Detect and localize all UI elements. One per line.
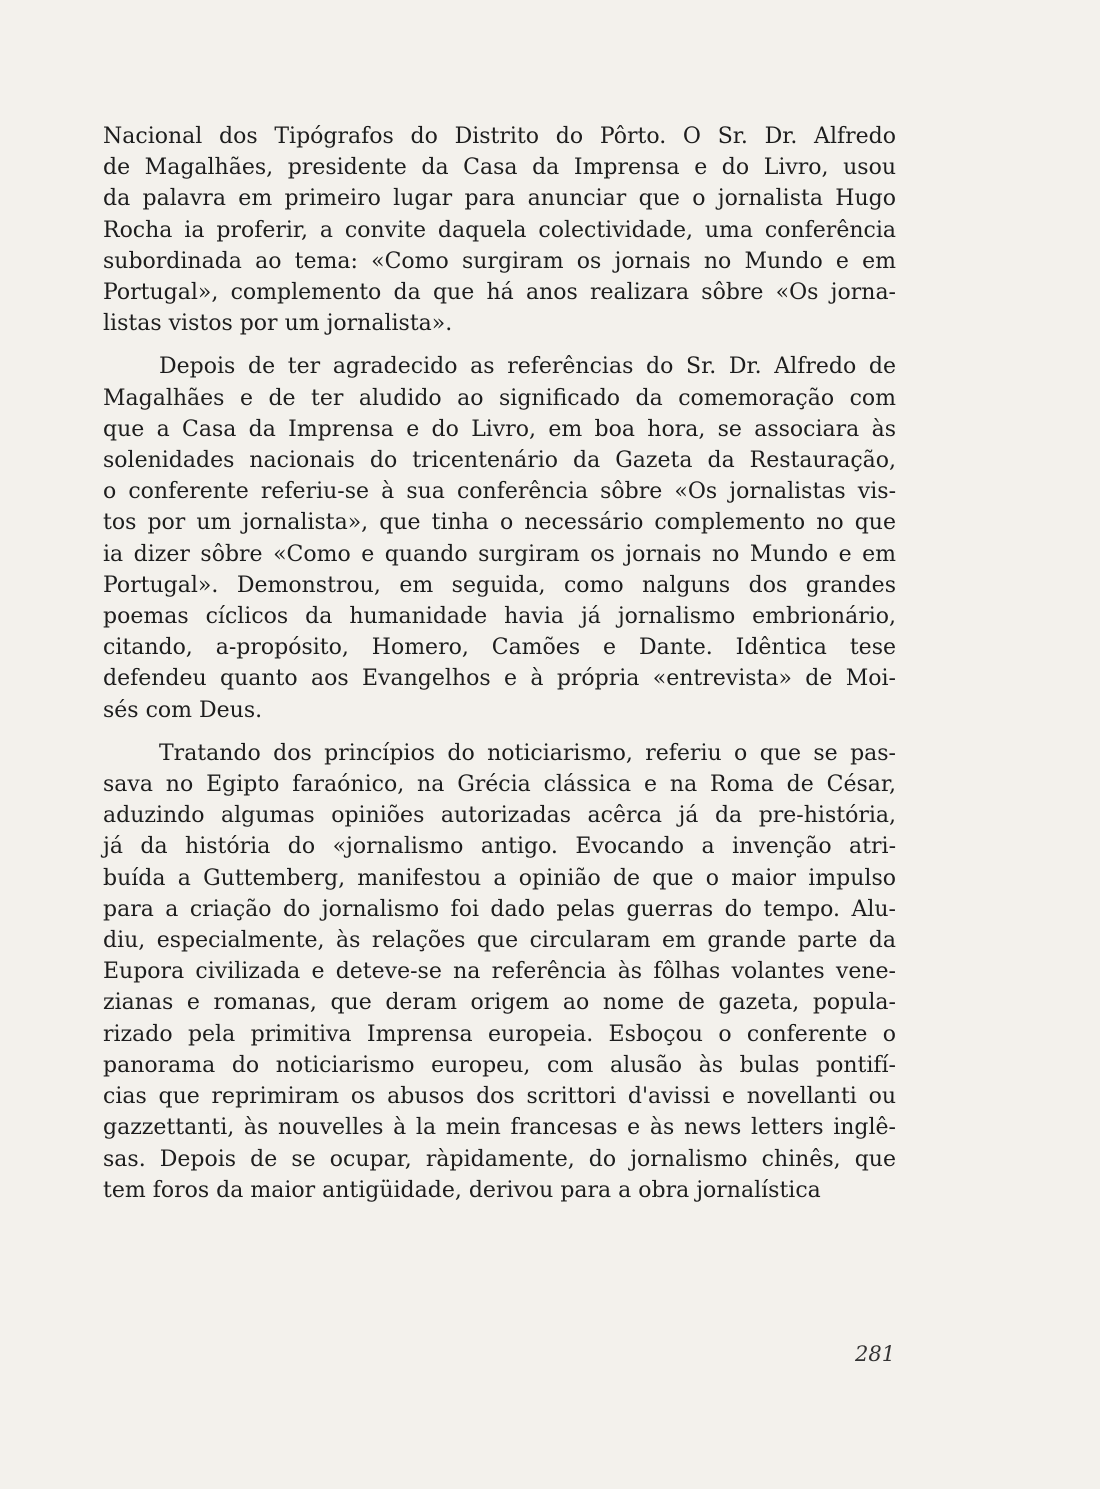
- text-line: Eupora civilizada e deteve-se na referência às fôlhas volantes vene-: [103, 959, 896, 985]
- text-line: de Magalhães, presidente da Casa da Imprensa e do Livro, usou: [103, 155, 896, 181]
- paragraph-2: [103, 351, 896, 725]
- text-line: zianas e romanas, que deram origem ao nome de gazeta, popula-: [103, 990, 896, 1016]
- paragraph-1: [103, 121, 896, 339]
- paragraph-3: [103, 738, 896, 1206]
- text-line: listas vistos por um jornalista».: [103, 311, 453, 337]
- page-number: 281: [855, 1342, 896, 1366]
- text-line: sés com Deus.: [103, 697, 263, 723]
- text-line: defendeu quanto aos Evangelhos e à própria «entrevista» de Moi-: [103, 666, 896, 692]
- text-line: solenidades nacionais do tricentenário da Gazeta da Restauração,: [103, 448, 896, 474]
- text-line: ia dizer sôbre «Como e quando surgiram os jornais no Mundo e em: [103, 541, 896, 567]
- text-line: subordinada ao tema: «Como surgiram os jornais no Mundo e em: [103, 248, 896, 274]
- text-line: cias que reprimiram os abusos dos scrittori d'avissi e novellanti ou: [103, 1084, 896, 1110]
- text-line: buída a Guttemberg, manifestou a opinião de que o maior impulso: [103, 865, 896, 891]
- text-line: Nacional dos Tipógrafos do Distrito do Pôrto. O Sr. Dr. Alfredo: [103, 124, 896, 149]
- text-line: Depois de ter agradecido as referências do Sr. Dr. Alfredo de: [159, 354, 896, 380]
- text-line: o conferente referiu-se à sua conferência sôbre «Os jornalistas vis-: [103, 479, 896, 505]
- text-line: poemas cíclicos da humanidade havia já jornalismo embrionário,: [103, 604, 896, 630]
- text-line: aduzindo algumas opiniões autorizadas acêrca já da pre-história,: [103, 803, 896, 829]
- text-line: Portugal». Demonstrou, em seguida, como nalguns dos grandes: [103, 572, 896, 598]
- text-line: tem foros da maior antigüidade, derivou para a obra jornalística: [103, 1177, 821, 1203]
- text-line: Portugal», complemento da que há anos realizara sôbre «Os jorna-: [103, 280, 896, 306]
- text-line: Magalhães e de ter aludido ao significado da comemoração com: [103, 385, 896, 411]
- text-line: para a criação do jornalismo foi dado pelas guerras do tempo. Alu-: [103, 896, 896, 922]
- text-line: diu, especialmente, às relações que circularam em grande parte da: [103, 928, 896, 954]
- text-line: Tratando dos princípios do noticiarismo, referiu o que se pas-: [159, 740, 896, 766]
- text-line: sava no Egipto faraónico, na Grécia clássica e na Roma de César,: [103, 772, 896, 798]
- text-line: sas. Depois de se ocupar, ràpidamente, do jornalismo chinês, que: [103, 1146, 896, 1172]
- text-line: da palavra em primeiro lugar para anunciar que o jornalista Hugo: [103, 186, 896, 212]
- text-line: já da história do «jornalismo antigo. Evocando a invenção atri-: [103, 834, 896, 860]
- text-line: citando, a-propósito, Homero, Camões e Dante. Idêntica tese: [103, 635, 896, 661]
- body-text: [103, 121, 896, 1206]
- text-line: panorama do noticiarismo europeu, com alusão às bulas pontifí-: [103, 1052, 896, 1078]
- text-line: Rocha ia proferir, a convite daquela colectividade, uma conferência: [103, 217, 896, 243]
- text-line: rizado pela primitiva Imprensa europeia. Esboçou o conferente o: [103, 1021, 896, 1047]
- text-line: gazzettanti, às nouvelles à la mein francesas e às news letters inglê-: [103, 1115, 896, 1141]
- text-line: tos por um jornalista», que tinha o necessário complemento no que: [103, 510, 896, 536]
- text-line: que a Casa da Imprensa e do Livro, em boa hora, se associara às: [103, 416, 896, 442]
